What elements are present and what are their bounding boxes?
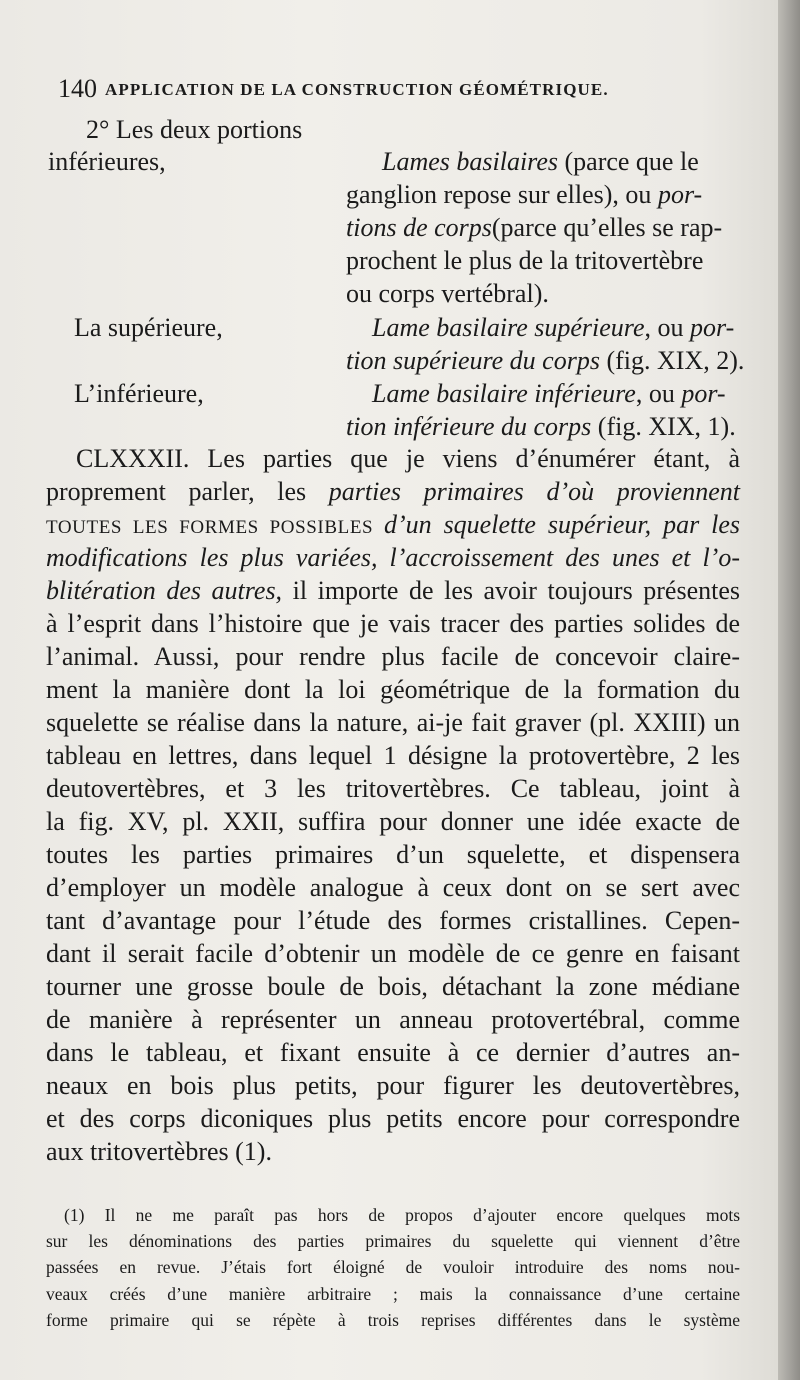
para-line-2: proprement parler, les parties primaires d’où proviennent: [46, 477, 740, 506]
para-line-11: deutovertèbres, et 3 les tritovertèbres. Ce tableau, joint à: [46, 774, 740, 803]
footnote-line-1: (1) Il ne me paraît pas hors de propos d’ajouter encore quelques mots: [64, 1205, 740, 1225]
def-line-2: ganglion repose sur elles), ou por-: [346, 180, 703, 209]
def-line-5: ou corps vertébral).: [346, 279, 549, 308]
def-label-superieure: La supérieure,: [74, 313, 223, 342]
para-line-16: dant il serait facile d’obtenir un modèle de ce genre en faisant: [46, 939, 740, 968]
para-line-1: CLXXXII. Les parties que je viens d’énumérer étant, à: [76, 444, 740, 473]
para-line-8: ment la manière dont la loi géométrique de la formation du: [46, 675, 740, 704]
footnote-line-4: veaux créés d’une manière arbitraire ; mais la connaissance d’une certaine: [46, 1284, 740, 1304]
def-line-1: Lames basilaires (parce que le: [382, 147, 699, 176]
running-header: [58, 74, 698, 104]
para-line-22: aux tritovertèbres (1).: [46, 1137, 272, 1166]
def-line-inf-2: tion inférieure du corps (fig. XIX, 1).: [346, 412, 736, 441]
para-line-5: blitération des autres, il importe de les avoir toujours présentes: [46, 576, 740, 605]
running-title: APPLICATION DE LA CONSTRUCTION GÉOMÉTRIQUE.: [105, 80, 609, 99]
term-lames-basilaires: Lames basilaires: [382, 147, 558, 176]
para-line-17: tourner une grosse boule de bois, détachant la zone médiane: [46, 972, 740, 1001]
page-gutter-shadow: [778, 0, 800, 1380]
para-line-19: dans le tableau, et fixant ensuite à ce dernier d’autres an-: [46, 1038, 740, 1067]
para-line-12: la fig. XV, pl. XXII, suffira pour donner une idée exacte de: [46, 807, 740, 836]
footnote-line-5: forme primaire qui se répète à trois reprises différentes dans le système: [46, 1310, 740, 1330]
footnote-line-3: passées en revue. J’étais fort éloigné de vouloir introduire des noms nou-: [46, 1257, 740, 1277]
page-number: 140: [58, 74, 97, 103]
term-lame-basilaire-superieure: Lame basilaire supérieure: [372, 313, 645, 342]
para-line-15: tant d’avantage pour l’étude des formes cristallines. Cepen-: [46, 906, 740, 935]
term-portions-de-corps: tions de corps: [346, 213, 492, 242]
para-line-9: squelette se réalise dans la nature, ai-je fait graver (pl. XXIII) un: [46, 708, 740, 737]
def-line-3: tions de corps(parce qu’elles se rap-: [346, 213, 723, 242]
def-label-inferieure: L’inférieure,: [74, 379, 204, 408]
footnote-line-2: sur les dénominations des parties primaires du squelette qui viennent d’être: [46, 1231, 740, 1251]
def-line-sup-2: tion supérieure du corps (fig. XIX, 2).: [346, 346, 745, 375]
para-line-7: l’animal. Aussi, pour rendre plus facile de concevoir claire-: [46, 642, 740, 671]
def-line-4: prochent le plus de la tritovertèbre: [346, 246, 704, 275]
para-line-6: à l’esprit dans l’histoire que je vais tracer des parties solides de: [46, 609, 740, 638]
para-line-20: neaux en bois plus petits, pour figurer les deutovertèbres,: [46, 1071, 740, 1100]
para-line-14: d’employer un modèle analogue à ceux dont on se sert avec: [46, 873, 740, 902]
para-line-13: toutes les parties primaires d’un squelette, et dispensera: [46, 840, 740, 869]
para-line-18: de manière à représenter un anneau protovertébral, comme: [46, 1005, 740, 1034]
def-item-2: 2° Les deux portions: [86, 115, 303, 144]
term-lame-basilaire-inferieure: Lame basilaire inférieure: [372, 379, 636, 408]
def-line-inf-1: Lame basilaire inférieure, ou por-: [372, 379, 726, 408]
def-line-sup-1: Lame basilaire supérieure, ou por-: [372, 313, 735, 342]
para-line-3: TOUTES LES FORMES POSSIBLES d’un squelette supérieur, par les: [46, 510, 741, 539]
def-label-inferieures: inférieures,: [48, 147, 166, 176]
para-line-21: et des corps diconiques plus petits encore pour correspondre: [46, 1104, 740, 1133]
para-line-4: modifications les plus variées, l’accroissement des unes et l’o-: [46, 543, 740, 572]
para-line-10: tableau en lettres, dans lequel 1 désigne la protovertèbre, 2 les: [46, 741, 740, 770]
